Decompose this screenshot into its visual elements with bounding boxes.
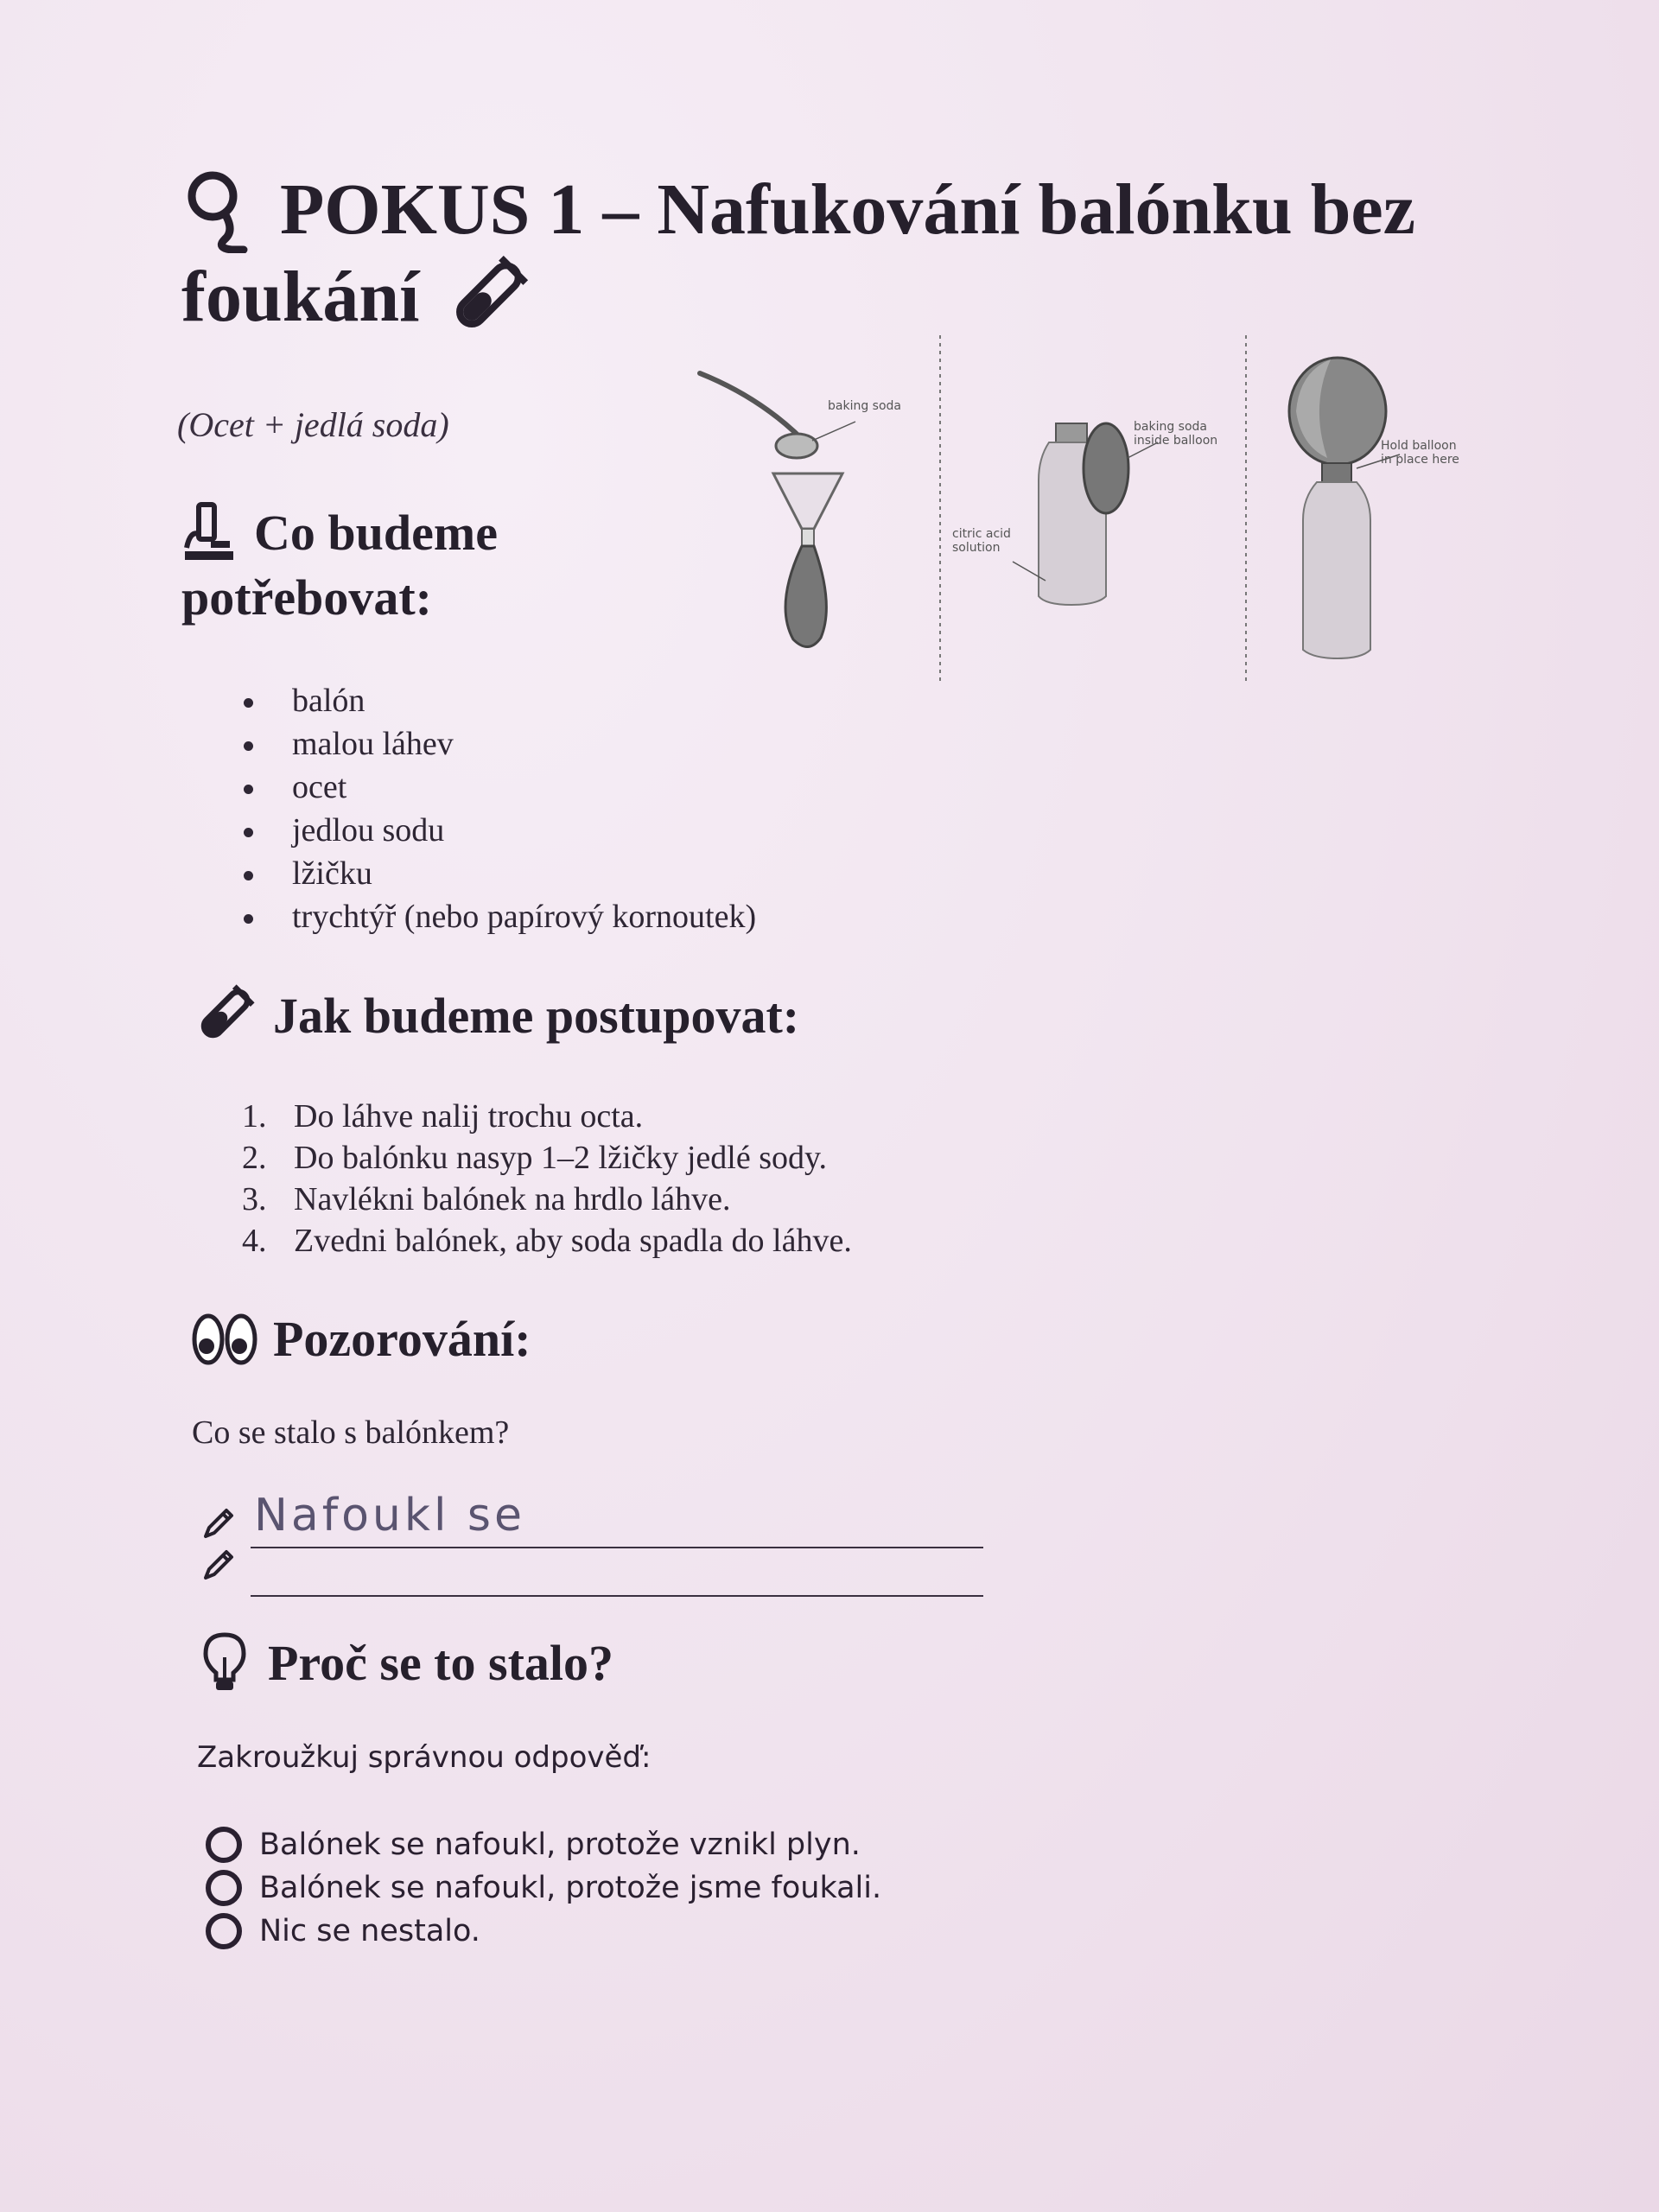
option-nothing[interactable]: Nic se nestalo. [206, 1910, 881, 1953]
explanation-instruction: Zakroužkuj správnou odpověď: [197, 1740, 652, 1775]
list-item: Do balónku nasyp 1–2 lžičky jedlé sody. [294, 1140, 828, 1176]
title-line-1: POKUS 1 – Nafukování balónku bez [181, 164, 1529, 255]
label-soda-in-balloon: baking soda inside balloon [1134, 420, 1218, 448]
observation-heading: Pozorování: [192, 1310, 531, 1368]
title-line-2: foukání [181, 251, 1529, 342]
test-tube-icon [192, 983, 256, 1047]
explanation-heading: Proč se to stalo? [200, 1631, 613, 1694]
list-item: ocet [233, 766, 756, 809]
test-tube-icon [443, 254, 530, 340]
procedure-heading: Jak budeme postupovat: [192, 983, 799, 1047]
microscope-icon [181, 499, 237, 565]
magnifier-icon [181, 167, 259, 253]
radio-circle-icon[interactable] [206, 1913, 242, 1949]
pencil-icon [199, 1545, 238, 1589]
list-item: jedlou sodu [233, 809, 756, 852]
radio-circle-icon[interactable] [206, 1870, 242, 1906]
list-item: Navlékni balónek na hrdlo láhve. [294, 1181, 731, 1217]
observation-question: Co se stalo s balónkem? [192, 1414, 510, 1451]
title-block [181, 164, 1529, 342]
procedure-steps [242, 1096, 852, 1262]
eyes-icon [192, 1312, 257, 1367]
list-item: Zvedni balónek, aby soda spadla do láhve. [294, 1223, 852, 1259]
answer-options [206, 1823, 881, 1953]
label-hold-balloon: Hold balloon in place here [1381, 439, 1459, 467]
label-citric-acid: citric acid solution [952, 527, 1011, 555]
list-item: balón [233, 679, 756, 722]
list-item: Do láhve nalij trochu octa. [294, 1098, 644, 1135]
materials-list [233, 679, 756, 938]
radio-circle-icon[interactable] [206, 1827, 242, 1863]
subtitle: (Ocet + jedlá soda) [177, 405, 449, 444]
experiment-illustration [691, 328, 1486, 691]
option-gas[interactable]: Balónek se nafoukl, protože vznikl plyn. [206, 1823, 881, 1866]
lightbulb-icon [200, 1631, 249, 1694]
list-item: trychtýř (nebo papírový kornoutek) [233, 895, 756, 938]
materials-heading: Co budeme potřebovat: [181, 499, 498, 626]
list-item: lžičku [233, 852, 756, 895]
list-item: malou láhev [233, 722, 756, 766]
label-baking-soda: baking soda [828, 399, 901, 413]
option-blowing[interactable]: Balónek se nafoukl, protože jsme foukali. [206, 1866, 881, 1910]
handwritten-answer: Nafoukl se [254, 1490, 526, 1541]
answer-line-2 [192, 1540, 983, 1600]
